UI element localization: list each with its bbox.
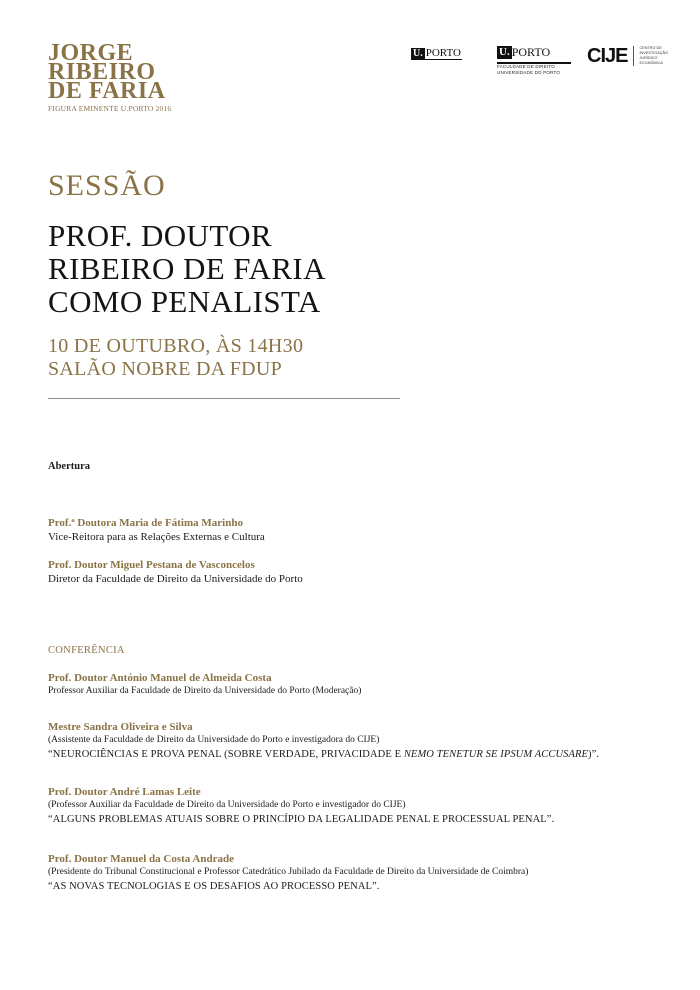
uporto-logo-text: PORTO <box>425 47 461 59</box>
brand-tagline: FIGURA EMINENTE U.PORTO 2016 <box>48 104 172 113</box>
talk-title: “ALGUNS PROBLEMAS ATUAIS SOBRE O PRINCÍPIO DA LEGALIDADE PENAL E PROCESSUAL PENAL”. <box>48 814 555 825</box>
event-title <box>48 219 326 318</box>
talk-speaker-affiliation: (Professor Auxiliar da Faculdade de Direito da Universidade do Porto e investigador do CIJE) <box>48 800 406 810</box>
cije-logo-text: CENTRO DE INVESTIGAÇÃO JURÍDICO ECONÓMICA <box>639 46 668 65</box>
brand-line-3: DE FARIA <box>48 78 166 104</box>
talk-speaker-name: Mestre Sandra Oliveira e Silva <box>48 721 193 733</box>
opening-heading: Abertura <box>48 461 90 472</box>
moderator <box>48 671 361 698</box>
uporto-logo-mark: U. <box>413 48 423 59</box>
fdup-logo-top <box>497 45 571 60</box>
event-title-line-1: PROF. DOUTOR <box>48 218 272 253</box>
talk-speaker-name: Prof. Doutor Manuel da Costa Andrade <box>48 853 234 865</box>
talk-speaker-affiliation: (Presidente do Tribunal Constitucional e Professor Catedrático Jubilado da Faculdade de Direito da Universidade de Coimbra) <box>48 867 529 877</box>
event-title-line-2: RIBEIRO DE FARIA <box>48 251 326 286</box>
divider <box>48 398 400 399</box>
brand-logo <box>48 40 172 113</box>
fdup-logo-line2: UNIVERSIDADE DO PORTO <box>497 70 561 75</box>
event-venue: SALÃO NOBRE DA FDUP <box>48 358 283 380</box>
opening-speaker <box>48 516 265 544</box>
speaker-role: Vice-Reitora para as Relações Externas e Cultura <box>48 531 265 543</box>
brand-line-2: RIBEIRO <box>48 59 156 85</box>
brand-line-1: JORGE <box>48 40 134 66</box>
talk-item <box>48 720 599 762</box>
talk-speaker-affiliation: (Assistente da Faculdade de Direito da Universidade do Porto e investigadora do CIJE) <box>48 735 380 745</box>
event-title-line-3: COMO PENALISTA <box>48 284 321 319</box>
speaker-name: Prof. Doutor Miguel Pestana de Vasconcelos <box>48 559 255 571</box>
talk-title <box>48 747 599 762</box>
event-datetime <box>48 335 303 381</box>
fdup-logo-line1: FACULDADE DE DIREITO <box>497 64 555 69</box>
moderator-name: Prof. Doutor António Manuel de Almeida Costa <box>48 672 272 684</box>
fdup-logo-mark: U. <box>499 46 510 58</box>
talk-title-pre: “NEUROCIÊNCIAS E PROVA PENAL (SOBRE VERDADE, PRIVACIDADE E <box>48 749 404 760</box>
fdup-logo <box>497 45 571 76</box>
conference-heading: CONFERÊNCIA <box>48 645 125 656</box>
cije-logo <box>587 46 673 66</box>
talk-speaker-name: Prof. Doutor André Lamas Leite <box>48 786 201 798</box>
talk-item <box>48 852 528 894</box>
moderator-role: Professor Auxiliar da Faculdade de Direito da Universidade do Porto (Moderação) <box>48 686 362 696</box>
talk-item <box>48 785 554 827</box>
talk-title-italic: NEMO TENETUR SE IPSUM ACCUSARE <box>403 749 589 760</box>
talk-title-post: )”. <box>588 749 600 760</box>
fdup-logo-text: PORTO <box>511 45 551 59</box>
session-label: SESSÃO <box>48 169 166 202</box>
speaker-role: Diretor da Faculdade de Direito da Universidade do Porto <box>48 573 303 585</box>
speaker-name: Prof.ª Doutora Maria de Fátima Marinho <box>48 517 243 529</box>
cije-logo-mark: CIJE <box>587 46 634 66</box>
talk-title: “AS NOVAS TECNOLOGIAS E OS DESAFIOS AO PROCESSO PENAL”. <box>48 881 380 892</box>
opening-speaker <box>48 558 303 586</box>
uporto-logo <box>411 48 462 60</box>
event-date: 10 DE OUTUBRO, ÀS 14H30 <box>48 335 304 357</box>
